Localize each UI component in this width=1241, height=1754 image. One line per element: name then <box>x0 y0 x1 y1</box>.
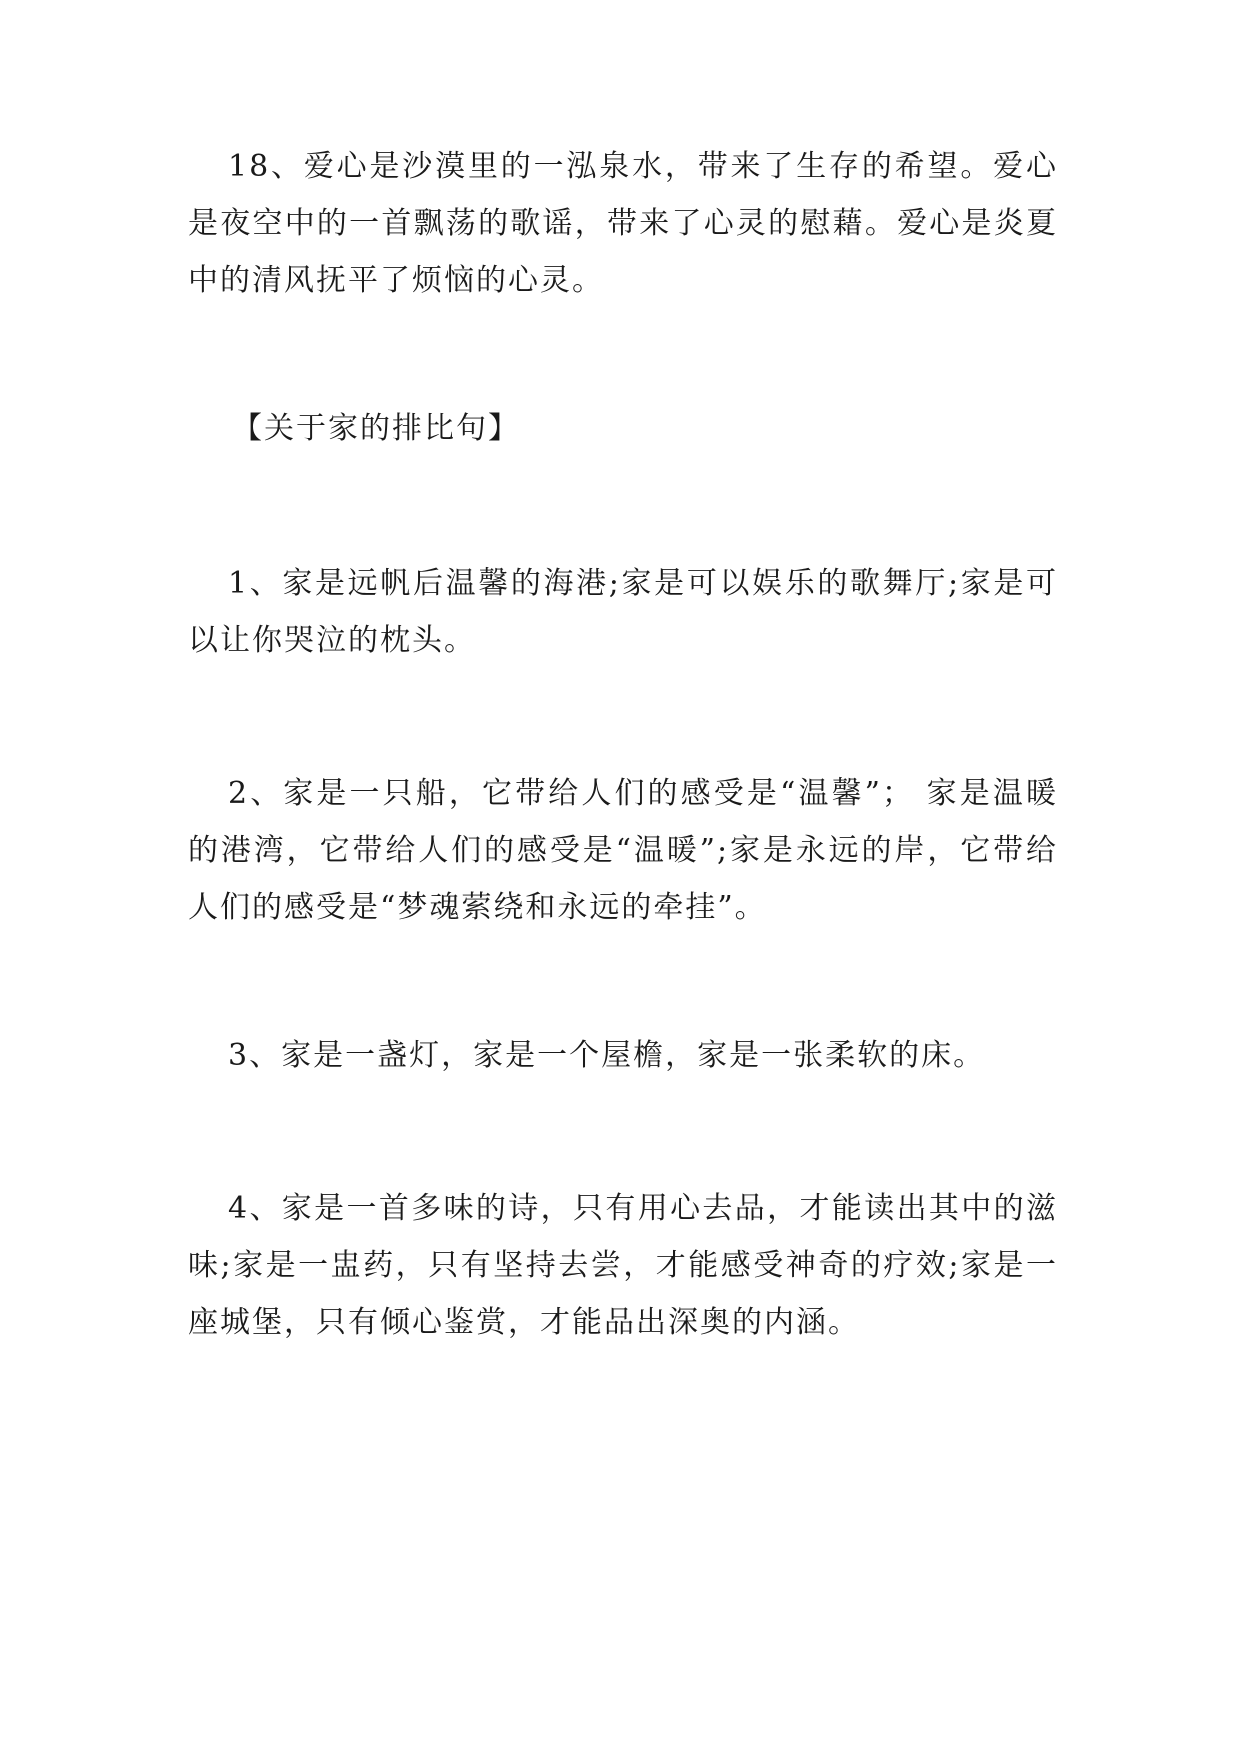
list-item-4: 4、家是一首多味的诗，只有用心去品，才能读出其中的滋味;家是一盅药，只有坚持去尝，才能感受神奇的疗效;家是一座城堡，只有倾心鉴赏，才能品出深奥的内涵。 <box>188 1191 1058 1340</box>
section-heading: 【关于家的排比句】 <box>232 411 520 446</box>
paragraph-18: 18、爱心是沙漠里的一泓泉水，带来了生存的希望。爱心是夜空中的一首飘荡的歌谣，带来了心灵的慰藉。爱心是炎夏中的清风抚平了烦恼的心灵。 <box>188 149 1058 298</box>
list-item-3: 3、家是一盏灯，家是一个屋檐，家是一张柔软的床。 <box>228 1038 986 1073</box>
list-item-1: 1、家是远帆后温馨的海港;家是可以娱乐的歌舞厅;家是可以让你哭泣的枕头。 <box>188 566 1058 658</box>
list-item-2: 2、家是一只船，它带给人们的感受是“温馨”； 家是温暖的港湾，它带给人们的感受是“温暖”;家是永远的岸，它带给人们的感受是“梦魂萦绕和永远的牵挂”。 <box>188 776 1058 925</box>
